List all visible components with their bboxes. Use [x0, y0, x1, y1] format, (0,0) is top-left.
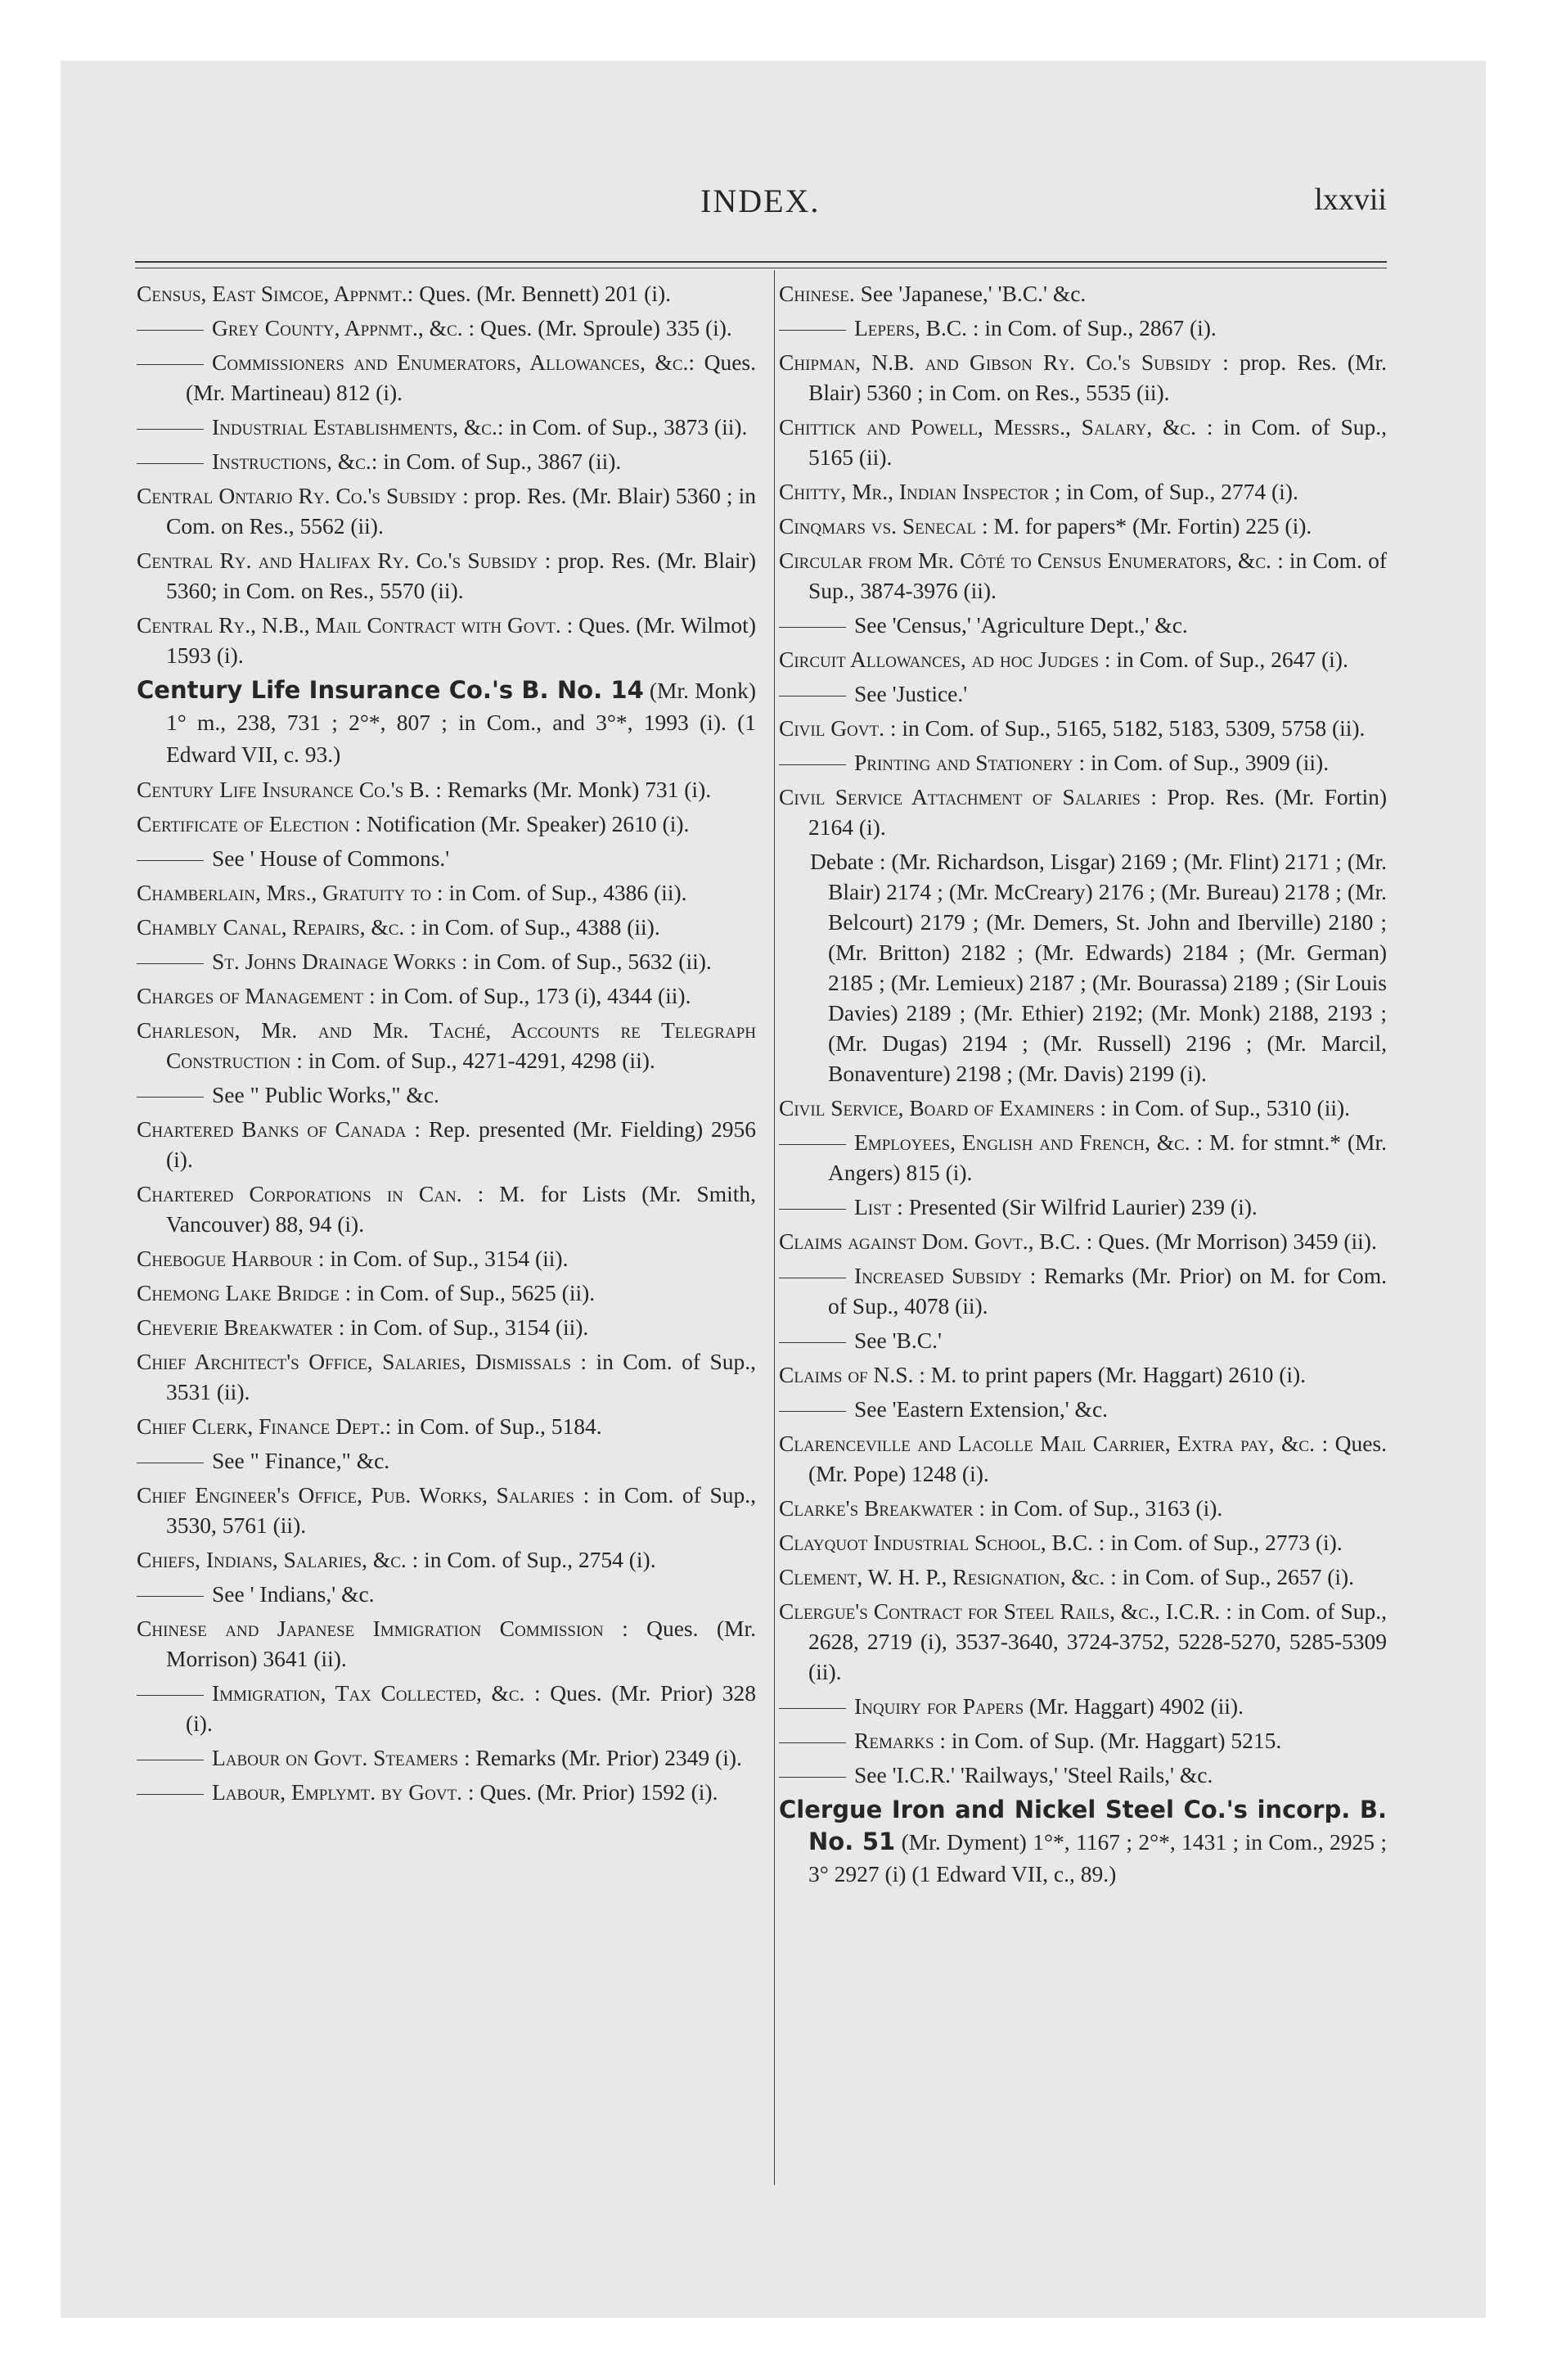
index-entry [137, 1480, 756, 1540]
entry-heading: Cinqmars vs. Senecal : [779, 513, 988, 539]
entry-reference: (Mr. Monk) 1° m., 238, 731 ; 2°*, 807 ; in Com., and 3°*, 1993 (i). (1 Edward VII, c. 93.) [166, 678, 756, 767]
index-subentry [137, 843, 756, 873]
entry-heading: Cheverie Breakwater : [137, 1314, 345, 1340]
entry-heading: Central Ontario Ry. Co.'s Subsidy : [137, 483, 469, 508]
index-entry [137, 1312, 756, 1342]
entry-reference: Rep. presented (Mr. Fielding) 2956 (i). [166, 1116, 756, 1172]
index-entry [779, 1794, 1387, 1890]
index-subentry [137, 1678, 756, 1738]
right-column [779, 278, 1387, 1894]
entry-heading: Instructions, &c.: [212, 449, 378, 474]
entry-heading: Clarenceville and Lacolle Mail Carrier, Extra pay, &c. : [779, 1431, 1329, 1456]
ditto-dash [137, 860, 204, 861]
index-entry [137, 912, 756, 942]
ditto-dash [779, 1708, 846, 1709]
index-subentry [137, 446, 756, 476]
index-entry [137, 1411, 756, 1441]
entry-reference: in Com. of Sup., 5632 (ii). [467, 949, 712, 974]
index-entry [137, 1346, 756, 1407]
entry-reference: in Com. of Sup., 3154 (ii). [324, 1246, 569, 1271]
index-subentry [137, 347, 756, 408]
entry-reference: Ques. (Mr. Martineau) 812 (i). [186, 349, 756, 405]
entry-heading: Labour, Emplymt. by Govt. : [212, 1779, 475, 1805]
entry-reference: See 'Japanese,' 'B.C.' &c. [854, 281, 1087, 306]
entry-reference: See 'B.C.' [854, 1327, 942, 1353]
index-subentry [137, 1742, 756, 1773]
ditto-dash [137, 429, 204, 430]
column-divider [774, 270, 775, 2185]
entry-reference: in Com. of Sup., 4386 (ii). [443, 880, 687, 905]
index-entry [137, 278, 756, 309]
index-entry [137, 877, 756, 908]
entry-reference: Remarks (Mr. Prior) 2349 (i). [470, 1745, 742, 1770]
entry-reference: See 'Census,' 'Agriculture Dept.,' &c. [854, 612, 1188, 638]
ditto-dash [137, 1794, 204, 1795]
entry-heading: Civil Service Attachment of Salaries : [779, 784, 1158, 809]
index-entry [779, 1093, 1387, 1123]
index-subentry [779, 313, 1387, 343]
index-entry [779, 713, 1387, 743]
entry-heading: Chinese and Japanese Immigration Commission : [137, 1616, 628, 1641]
entry-heading: Clergue Iron and Nickel Steel Co.'s incorp. B. No. 51 [779, 1796, 1387, 1855]
entry-reference: in Com. of Sup. (Mr. Haggart) 5215. [946, 1728, 1282, 1753]
page-title: INDEX. [700, 183, 821, 219]
entry-reference: Remarks (Mr. Monk) 731 (i). [441, 777, 712, 802]
entry-heading: Clayquot Industrial School, B.C. : [779, 1530, 1105, 1555]
entry-reference: in Com. of Sup., 2867 (i). [979, 315, 1217, 340]
ditto-dash [137, 1596, 204, 1597]
entry-reference: M. for stmnt.* (Mr. Angers) 815 (i). [828, 1129, 1388, 1185]
entry-reference: in Com. of Sup., 3531 (ii). [166, 1349, 756, 1404]
index-entry [779, 1493, 1387, 1523]
index-entry [779, 412, 1387, 472]
entry-reference: prop. Res. (Mr. Blair) 5360 ; in Com. on Res., 5562 (ii). [166, 483, 756, 539]
entry-heading: Chief Clerk, Finance Dept.: [137, 1413, 392, 1439]
index-subentry [137, 946, 756, 976]
ditto-dash [779, 330, 846, 331]
ditto-dash [779, 1411, 846, 1412]
entry-heading: Census, East Simcoe, Appnmt.: [137, 281, 414, 306]
entry-heading: Civil Service, Board of Examiners : [779, 1095, 1107, 1120]
entry-reference: in Com. of Sup., 2647 (i). [1110, 647, 1348, 672]
entry-reference: in Com. of Sup., 3154 (ii). [344, 1314, 589, 1340]
index-subentry [137, 313, 756, 343]
left-column [137, 278, 756, 1811]
entry-reference: See " Public Works," &c. [212, 1082, 439, 1107]
entry-heading: Debate : [810, 849, 886, 874]
entry-heading: Chipman, N.B. and Gibson Ry. Co.'s Subsidy : [779, 349, 1229, 375]
entry-heading: Certificate of Election : [137, 811, 362, 836]
entry-reference: in Com. of Sup., 4388 (ii). [416, 914, 660, 940]
entry-heading: Charges of Management : [137, 983, 376, 1008]
index-entry [779, 347, 1387, 408]
entry-heading: Century Life Insurance Co.'s B. No. 14 [137, 676, 644, 704]
ditto-dash [779, 1209, 846, 1210]
entry-reference: in Com. of Sup., 3873 (ii). [503, 414, 748, 439]
entry-reference: in Com. of Sup., 5625 (ii). [351, 1280, 596, 1305]
index-entry [137, 1179, 756, 1239]
ditto-dash [137, 330, 204, 331]
index-subentry [779, 1192, 1387, 1222]
page-number: lxxvii [1314, 183, 1387, 217]
entry-reference: in Com. of Sup., 4271-4291, 4298 (ii). [302, 1048, 655, 1073]
index-subentry [779, 1691, 1387, 1721]
ditto-dash [779, 764, 846, 765]
entry-reference: (Mr. Dyment) 1°*, 1167 ; 2°*, 1431 ; in Com., 2925 ; 3° 2927 (i) (1 Edward VII, c., 89.) [808, 1829, 1387, 1886]
index-subentry [779, 678, 1387, 709]
entry-reference: (Mr. Richardson, Lisgar) 2169 ; (Mr. Flint) 2171 ; (Mr. Blair) 2174 ; (Mr. McCreary) 2176 ; (Mr. Bureau) 2178 ; (Mr. Belcourt) 2179 ; (Mr. Demers, St. John and Iberville) 2180 ; (Mr. Britton) 2182 ; (Mr. Edwards) 2184 ; (Mr. German) 2185 ; (Mr. Lemieux) 2187 ; (Mr. Bourassa) 2189 ; (Sir Louis Davies) 2189 ; (Mr. Ethier) 2192; (Mr. Monk) 2188, 2193 ; (Mr. Dugas) 2194 ; (Mr. Russell) 2196 ; (Mr. Marcil, Bonaventure) 2198 ; (Mr. Davis) 2199 (i). [828, 849, 1387, 1086]
index-entry [779, 1562, 1387, 1592]
index-entry [137, 545, 756, 606]
ditto-dash [779, 1742, 846, 1743]
index-entry [137, 1015, 756, 1075]
entry-heading: Century Life Insurance Co.'s B. : [137, 777, 442, 802]
entry-reference: Ques. (Mr Morrison) 3459 (ii). [1092, 1228, 1377, 1254]
ditto-dash [779, 627, 846, 628]
entry-reference: in Com. of Sup., 2657 (i). [1116, 1564, 1355, 1589]
entry-heading: Commissioners and Enumerators, Allowances, &c.: [212, 349, 695, 375]
index-entry [137, 480, 756, 541]
index-subentry [779, 1127, 1387, 1188]
ditto-dash [137, 364, 204, 365]
entry-heading: Chief Engineer's Office, Pub. Works, Salaries : [137, 1482, 590, 1508]
index-subentry [779, 1325, 1387, 1355]
entry-reference: in Com. of Sup., 2773 (i). [1105, 1530, 1343, 1555]
index-subentry [137, 1579, 756, 1609]
entry-heading: Civil Govt. : [779, 715, 897, 741]
entry-reference: Ques. (Mr. Morrison) 3641 (ii). [166, 1616, 756, 1671]
entry-reference: in Com. of Sup., 3874-3976 (ii). [808, 548, 1387, 603]
index-entry [779, 782, 1387, 842]
entry-reference: Ques. (Mr. Bennett) 201 (i). [413, 281, 671, 306]
header-rule [135, 261, 1387, 268]
entry-heading: Circular from Mr. Côté to Census Enumerators, &c. : [779, 548, 1284, 573]
entry-reference: in Com. of Sup., 5310 (ii). [1106, 1095, 1351, 1120]
index-subentry [779, 1760, 1387, 1790]
ditto-dash [779, 1342, 846, 1343]
index-subentry [779, 610, 1387, 640]
entry-reference: Remarks (Mr. Prior) on M. for Com. of Sup., 4078 (ii). [828, 1263, 1387, 1318]
ditto-dash [779, 1777, 846, 1778]
index-entry [137, 774, 756, 805]
ditto-dash [137, 1695, 204, 1696]
entry-reference: in Com. of Sup., 3867 (ii). [377, 449, 622, 474]
ditto-dash [137, 463, 204, 464]
index-entry [137, 610, 756, 670]
entry-heading: Chemong Lake Bridge : [137, 1280, 352, 1305]
entry-heading: Chitty, Mr., Indian Inspector ; [779, 479, 1061, 504]
ditto-dash [137, 963, 204, 964]
entry-reference: See 'I.C.R.' 'Railways,' 'Steel Rails,' &c. [854, 1762, 1213, 1787]
entry-reference: in Com. of Sup., 3909 (ii). [1085, 750, 1330, 775]
entry-heading: Industrial Establishments, &c.: [212, 414, 504, 439]
entry-reference: in Com. of Sup., 2628, 2719 (i), 3537-3640, 3724-3752, 5228-5270, 5285-5309 (ii). [808, 1598, 1388, 1684]
index-subentry [137, 412, 756, 442]
entry-heading: Chief Architect's Office, Salaries, Dismissals : [137, 1349, 587, 1374]
index-subentry [137, 1445, 756, 1476]
entry-reference: prop. Res. (Mr. Blair) 5360; in Com. on Res., 5570 (ii). [166, 548, 756, 603]
entry-reference: Notification (Mr. Speaker) 2610 (i). [361, 811, 690, 836]
entry-heading: St. Johns Drainage Works : [212, 949, 468, 974]
index-entry [137, 1278, 756, 1308]
entry-reference: Prop. Res. (Mr. Fortin) 2164 (i). [808, 784, 1387, 840]
entry-heading: Claims against Dom. Govt., B.C. : [779, 1228, 1093, 1254]
index-subentry [779, 1260, 1387, 1321]
index-subentry [779, 1725, 1387, 1756]
index-entry [779, 1226, 1387, 1256]
index-entry [137, 674, 756, 770]
entry-reference: Presented (Sir Wilfrid Laurier) 239 (i). [902, 1194, 1258, 1219]
entry-reference: M. to print papers (Mr. Haggart) 2610 (i). [925, 1362, 1307, 1387]
entry-heading: Claims of N.S. : [779, 1362, 925, 1387]
entry-reference: M. for Lists (Mr. Smith, Vancouver) 88, 94 (i). [166, 1181, 756, 1237]
index-subentry [137, 1080, 756, 1110]
index-entry [779, 1596, 1387, 1687]
index-entry [779, 1428, 1387, 1489]
index-entry [137, 980, 756, 1011]
entry-heading: Printing and Stationery : [854, 750, 1086, 775]
index-subentry [137, 1777, 756, 1807]
entry-heading: Circuit Allowances, ad hoc Judges : [779, 647, 1111, 672]
entry-reference: in Com. of Sup., 3530, 5761 (ii). [166, 1482, 756, 1538]
index-entry [137, 1114, 756, 1174]
entry-heading: Chiefs, Indians, Salaries, &c. : [137, 1547, 419, 1572]
entry-heading: Clement, W. H. P., Resignation, &c. : [779, 1564, 1117, 1589]
entry-heading: Immigration, Tax Collected, &c. : [212, 1680, 541, 1706]
entry-heading: Employees, English and French, &c. : [854, 1129, 1204, 1155]
entry-heading: Remarks : [854, 1728, 947, 1753]
entry-reference: See ' Indians,' &c. [212, 1581, 375, 1607]
entry-reference: Ques. (Mr. Wilmot) 1593 (i). [166, 612, 756, 668]
entry-heading: Chartered Corporations in Can. : [137, 1181, 484, 1206]
entry-heading: Lepers, B.C. : [854, 315, 979, 340]
index-subentry [779, 747, 1387, 778]
entry-heading: Charleson, Mr. and Mr. Taché, Accounts re Telegraph Construction : [137, 1017, 756, 1073]
ditto-dash [779, 1144, 846, 1145]
entry-reference: See ' House of Commons.' [212, 845, 450, 871]
entry-heading: Chamberlain, Mrs., Gratuity to : [137, 880, 443, 905]
entry-reference: See " Finance," &c. [212, 1448, 390, 1473]
index-entry [779, 1359, 1387, 1390]
entry-reference: in Com. of Sup., 173 (i), 4344 (ii). [375, 983, 691, 1008]
entry-heading: List : [854, 1194, 903, 1219]
entry-reference: M. for papers* (Mr. Fortin) 225 (i). [988, 513, 1312, 539]
entry-heading: Central Ry. and Halifax Ry. Co.'s Subsidy : [137, 548, 551, 573]
entry-heading: Labour on Govt. Steamers : [212, 1745, 470, 1770]
index-entry [779, 511, 1387, 541]
entry-heading: Chebogue Harbour : [137, 1246, 325, 1271]
entry-reference: Ques. (Mr. Prior) 328 (i). [186, 1680, 756, 1736]
index-entry [779, 644, 1387, 674]
entry-heading: Inquiry for Papers [854, 1693, 1024, 1719]
entry-reference: See 'Justice.' [854, 681, 968, 706]
index-entry [779, 1527, 1387, 1557]
entry-reference: Ques. (Mr. Pope) 1248 (i). [808, 1431, 1387, 1486]
index-entry [137, 1613, 756, 1674]
entry-heading: Chartered Banks of Canada : [137, 1116, 421, 1142]
entry-reference: in Com. of Sup., 2754 (i). [418, 1547, 656, 1572]
index-entry [779, 278, 1387, 309]
entry-heading: Clergue's Contract for Steel Rails, &c., I.C.R. : [779, 1598, 1232, 1624]
entry-heading: Grey County, Appnmt., &c. : [212, 315, 475, 340]
entry-reference: in Com, of Sup., 2774 (i). [1060, 479, 1298, 504]
entry-reference: (Mr. Haggart) 4902 (ii). [1024, 1693, 1244, 1719]
index-entry [137, 1544, 756, 1575]
entry-heading: Chinese. [779, 281, 855, 306]
index-entry [137, 809, 756, 839]
entry-reference: Ques. (Mr. Sproule) 335 (i). [475, 315, 732, 340]
entry-heading: Increased Subsidy : [854, 1263, 1037, 1288]
entry-reference: in Com. of Sup., 5184. [391, 1413, 602, 1439]
entry-reference: See 'Eastern Extension,' &c. [854, 1396, 1109, 1422]
index-debate [779, 846, 1387, 1089]
index-entry [137, 1243, 756, 1273]
entry-reference: in Com. of Sup., 5165, 5182, 5183, 5309, 5758 (ii). [896, 715, 1366, 741]
index-entry [779, 476, 1387, 507]
entry-heading: Clarke's Breakwater : [779, 1495, 985, 1521]
entry-reference: Ques. (Mr. Prior) 1592 (i). [474, 1779, 718, 1805]
entry-heading: Chambly Canal, Repairs, &c. : [137, 914, 416, 940]
index-subentry [779, 1394, 1387, 1424]
ditto-dash [137, 1097, 204, 1098]
entry-reference: in Com. of Sup., 5165 (ii). [808, 414, 1388, 470]
entry-reference: prop. Res. (Mr. Blair) 5360 ; in Com. on Res., 5535 (ii). [808, 349, 1387, 405]
entry-heading: Central Ry., N.B., Mail Contract with Govt. : [137, 612, 574, 638]
entry-heading: Chittick and Powell, Messrs., Salary, &c. : [779, 414, 1213, 439]
index-entry [779, 545, 1387, 606]
entry-reference: in Com. of Sup., 3163 (i). [984, 1495, 1223, 1521]
